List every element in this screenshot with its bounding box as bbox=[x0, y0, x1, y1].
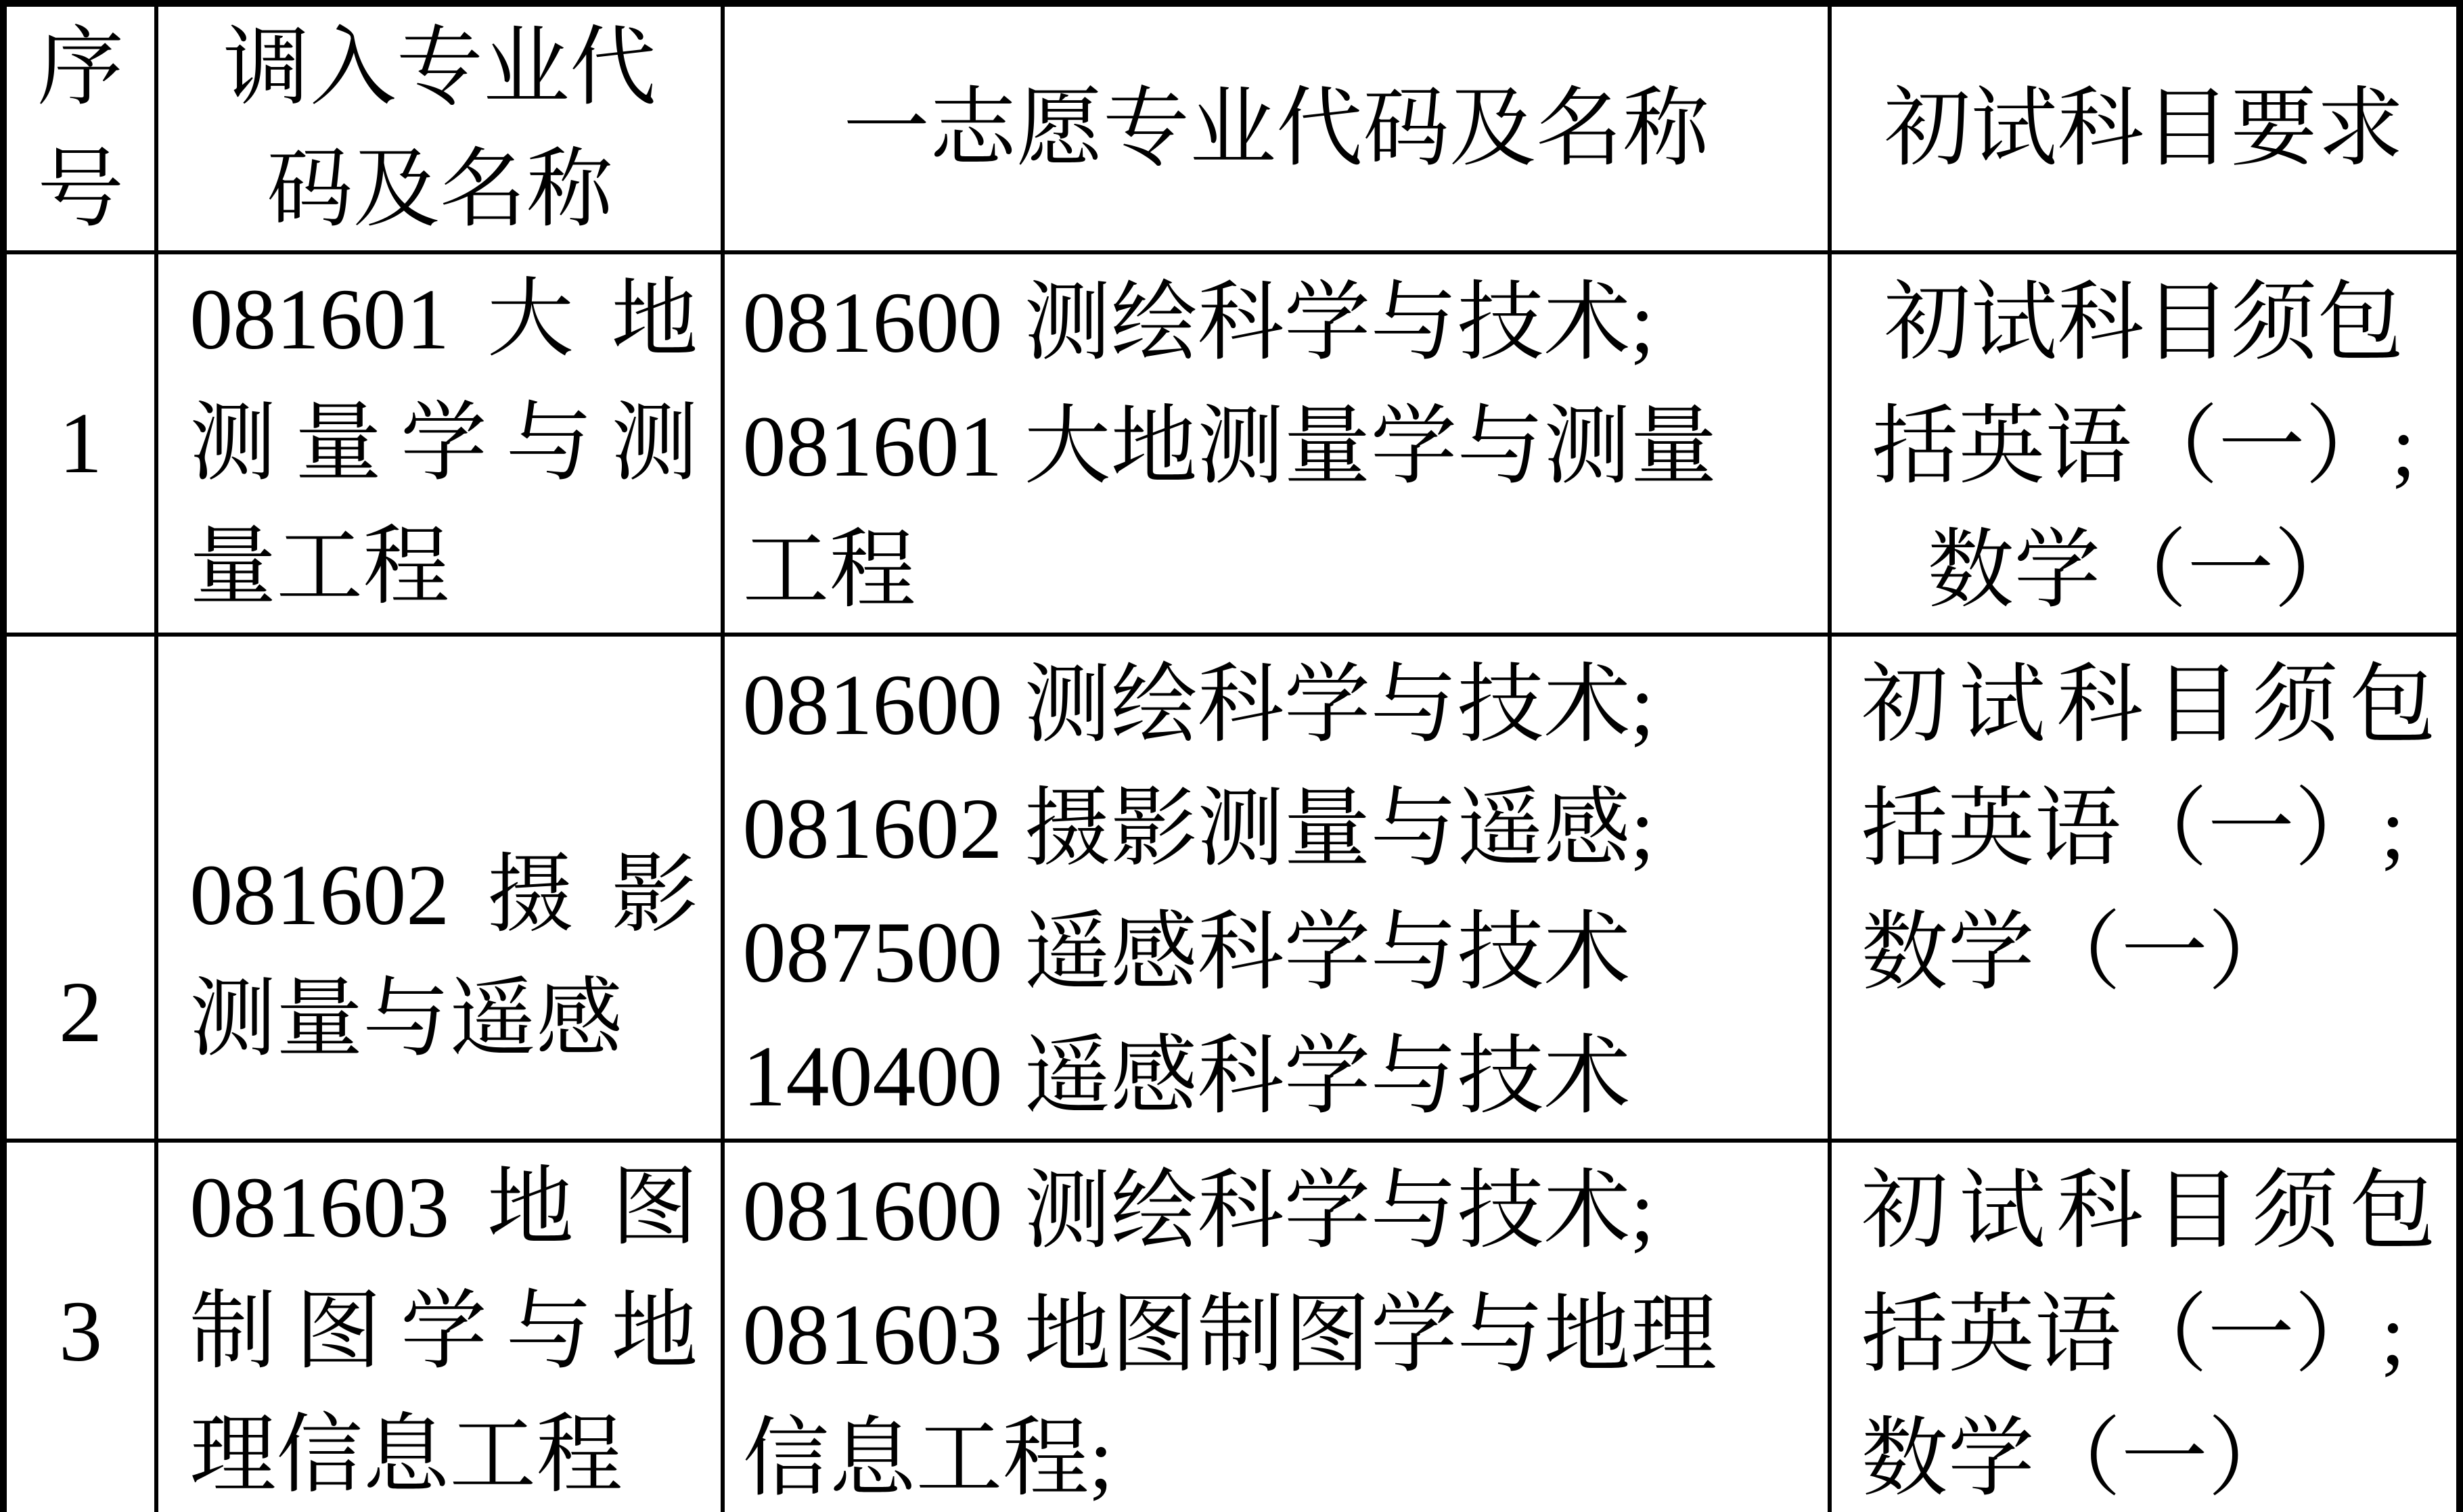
first-choice-line: 081603 地图制图学与地理 bbox=[742, 1287, 1717, 1383]
exam-requirement-line: 括英语（一）; bbox=[1861, 781, 2405, 877]
target-major-line bbox=[189, 382, 698, 505]
header-row bbox=[3, 3, 2460, 252]
first-choice-line: 140400 遥感科学与技术 bbox=[742, 1028, 1631, 1124]
cell-exam-requirements bbox=[1830, 635, 2460, 1141]
column-header-target-line: 调入专业代 bbox=[223, 20, 656, 116]
exam-requirement-line-token: 试 bbox=[1958, 1163, 2046, 1259]
cell-first-choice-major bbox=[723, 1141, 1829, 1512]
first-choice-line: 081601 大地测量学与测量 bbox=[742, 398, 1717, 495]
exam-requirement-line-token: 初 bbox=[1861, 1163, 1948, 1259]
target-major-line-token: 081601 bbox=[189, 271, 450, 367]
target-major-line-token: 摄 bbox=[487, 847, 574, 943]
exam-requirement-line-token: 目 bbox=[2154, 657, 2241, 753]
target-major-line bbox=[189, 1146, 698, 1270]
exam-requirement-line: 数学（一） bbox=[1861, 1411, 2295, 1507]
column-header-no-line: 号 bbox=[37, 141, 125, 237]
target-major-line-token: 测 bbox=[189, 395, 277, 491]
column-header-first bbox=[723, 3, 1829, 252]
target-major-line-token: 081603 bbox=[189, 1160, 450, 1256]
first-choice-line: 081600 测绘科学与技术; bbox=[742, 1163, 1655, 1259]
cell-target-major bbox=[156, 252, 723, 635]
column-header-no-line: 序 bbox=[37, 20, 125, 116]
exam-requirement-line bbox=[1861, 643, 2436, 767]
cell-serial-number bbox=[3, 252, 156, 635]
target-major-line: 理信息工程 bbox=[189, 1407, 623, 1503]
first-choice-line: 087500 遥感科学与技术 bbox=[742, 904, 1631, 1001]
column-header-target bbox=[156, 3, 723, 252]
column-header-first-line: 一志愿专业代码及名称 bbox=[843, 81, 1710, 177]
target-major-line-token: 与 bbox=[505, 395, 593, 491]
exam-requirement-line-token: 须 bbox=[2251, 657, 2338, 753]
table-header bbox=[3, 3, 2460, 252]
target-major-line-token: 制 bbox=[189, 1283, 277, 1379]
target-major-line-token: 地 bbox=[487, 1160, 574, 1256]
first-choice-line: 081600 测绘科学与技术; bbox=[742, 657, 1655, 753]
cell-serial-number bbox=[3, 1141, 156, 1512]
column-header-no bbox=[3, 3, 156, 252]
exam-requirement-line-token: 科 bbox=[2056, 657, 2144, 753]
first-choice-line: 信息工程; bbox=[742, 1411, 1114, 1507]
table-row bbox=[3, 252, 2460, 635]
column-header-target-line: 码及名称 bbox=[266, 141, 613, 237]
target-major-line: 量工程 bbox=[189, 519, 450, 615]
first-choice-line: 081600 测绘科学与技术; bbox=[742, 275, 1655, 371]
exam-requirement-line-token: 试 bbox=[1958, 657, 2046, 753]
target-major-line-token: 学 bbox=[400, 1283, 487, 1379]
first-choice-line: 081602 摄影测量与遥感; bbox=[742, 781, 1655, 877]
target-major-line-token: 学 bbox=[400, 395, 487, 491]
cell-exam-requirements bbox=[1830, 252, 2460, 635]
column-header-exam bbox=[1830, 3, 2460, 252]
table-body bbox=[3, 252, 2460, 1512]
exam-requirement-line: 括英语（一）; bbox=[1872, 398, 2416, 495]
table-row bbox=[3, 635, 2460, 1141]
exam-requirement-line-token: 科 bbox=[2056, 1163, 2144, 1259]
target-major-line bbox=[189, 833, 698, 957]
table-row bbox=[3, 1141, 2460, 1512]
target-major-line-token: 图 bbox=[295, 1283, 382, 1379]
row-number: 1 bbox=[59, 395, 103, 491]
target-major-line bbox=[189, 258, 698, 382]
target-major-line-token: 地 bbox=[611, 1283, 698, 1379]
target-major-line: 测量与遥感 bbox=[189, 971, 623, 1067]
exam-requirement-line-token: 目 bbox=[2154, 1163, 2241, 1259]
exam-requirement-line-token: 包 bbox=[2349, 1163, 2436, 1259]
cell-first-choice-major bbox=[723, 635, 1829, 1141]
target-major-line-token: 影 bbox=[611, 847, 698, 943]
target-major-line-token: 与 bbox=[505, 1283, 593, 1379]
column-header-exam-line: 初试科目要求 bbox=[1884, 81, 2404, 177]
exam-requirement-line-token: 初 bbox=[1861, 657, 1948, 753]
cell-first-choice-major bbox=[723, 252, 1829, 635]
target-major-line-token: 量 bbox=[295, 395, 382, 491]
cell-target-major bbox=[156, 635, 723, 1141]
exam-requirement-line: 括英语（一）; bbox=[1861, 1287, 2405, 1383]
target-major-line-token: 大 bbox=[487, 271, 574, 367]
exam-requirement-line: 数学（一） bbox=[1861, 904, 2295, 1001]
target-major-line-token: 测 bbox=[611, 395, 698, 491]
cell-target-major bbox=[156, 1141, 723, 1512]
exam-requirement-line-token: 须 bbox=[2251, 1163, 2338, 1259]
target-major-line-token: 地 bbox=[611, 271, 698, 367]
exam-requirement-line bbox=[1861, 1149, 2436, 1273]
exam-requirement-line-token: 包 bbox=[2349, 657, 2436, 753]
row-number: 3 bbox=[59, 1283, 103, 1379]
cell-serial-number bbox=[3, 635, 156, 1141]
exam-requirement-line: 初试科目须包 bbox=[1884, 275, 2404, 371]
first-choice-line: 工程 bbox=[742, 522, 916, 618]
row-number: 2 bbox=[59, 964, 103, 1060]
cell-exam-requirements bbox=[1830, 1141, 2460, 1512]
target-major-line-token: 081602 bbox=[189, 847, 450, 943]
target-major-line bbox=[189, 1270, 698, 1394]
target-major-line-token: 图 bbox=[611, 1160, 698, 1256]
exam-requirement-line: 数学（一） bbox=[1927, 522, 2361, 618]
